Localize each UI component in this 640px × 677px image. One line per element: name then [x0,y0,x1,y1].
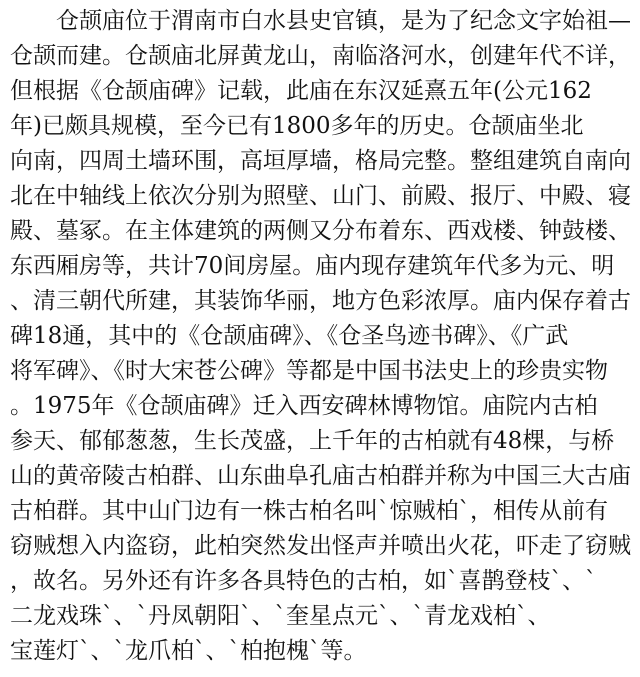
text-line-8: 东西厢房等，共计70间房屋。庙内现存建筑年代多为元、明 [10,253,615,279]
text-line-9: 、清三朝代所建，其装饰华丽，地方色彩浓厚。庙内保存着古 [10,288,631,314]
text-line-18: 二龙戏珠`、`丹凤朝阳`、`奎星点元`、`青龙戏柏`、 [10,603,551,629]
text-line-15: 古柏群。其中山门边有一株古柏名叫`惊贼柏`，相传从前有 [10,498,608,524]
text-line-7: 殿、墓冢。在主体建筑的两侧又分布着东、西戏楼、钟鼓楼、 [10,218,631,244]
text-line-13: 参天、郁郁葱葱，生长茂盛，上千年的古柏就有48棵，与桥 [10,428,615,454]
text-line-3: 但根据《仓颉庙碑》记载，此庙在东汉延熹五年(公元162 [10,78,592,104]
text-line-16: 窃贼想入内盗窃，此柏突然发出怪声并喷出火花，吓走了窃贼 [10,533,631,559]
text-line-4: 年)已颇具规模，至今已有1800多年的历史。仓颉庙坐北 [10,113,584,139]
text-line-2: 仓颉而建。仓颉庙北屏黄龙山，南临洛河水，创建年代不详， [10,43,631,69]
text-line-6: 北在中轴线上依次分别为照壁、山门、前殿、报厅、中殿、寝 [10,183,631,209]
text-line-11: 将军碑》、《时大宋苍公碑》等都是中国书法史上的珍贵实物 [10,358,608,384]
text-line-14: 山的黄帝陵古柏群、山东曲阜孔庙古柏群并称为中国三大古庙 [10,463,631,489]
text-line-17: ，故名。另外还有许多各具特色的古柏，如`喜鹊登枝`、` [10,568,597,594]
text-line-19: 宝莲灯`、`龙爪柏`、`柏抱槐`等。 [10,638,367,664]
text-line-1: 仓颉庙位于渭南市白水县史官镇，是为了纪念文字始祖— [56,8,631,34]
text-line-5: 向南，四周土墙环围，高垣厚墙，格局完整。整组建筑自南向 [10,148,631,174]
text-line-10: 碑18通，其中的《仓颉庙碑》、《仓圣鸟迹书碑》、《广武 [10,323,569,349]
text-line-12: 。1975年《仓颉庙碑》迁入西安碑林博物馆。庙院内古柏 [10,393,598,419]
